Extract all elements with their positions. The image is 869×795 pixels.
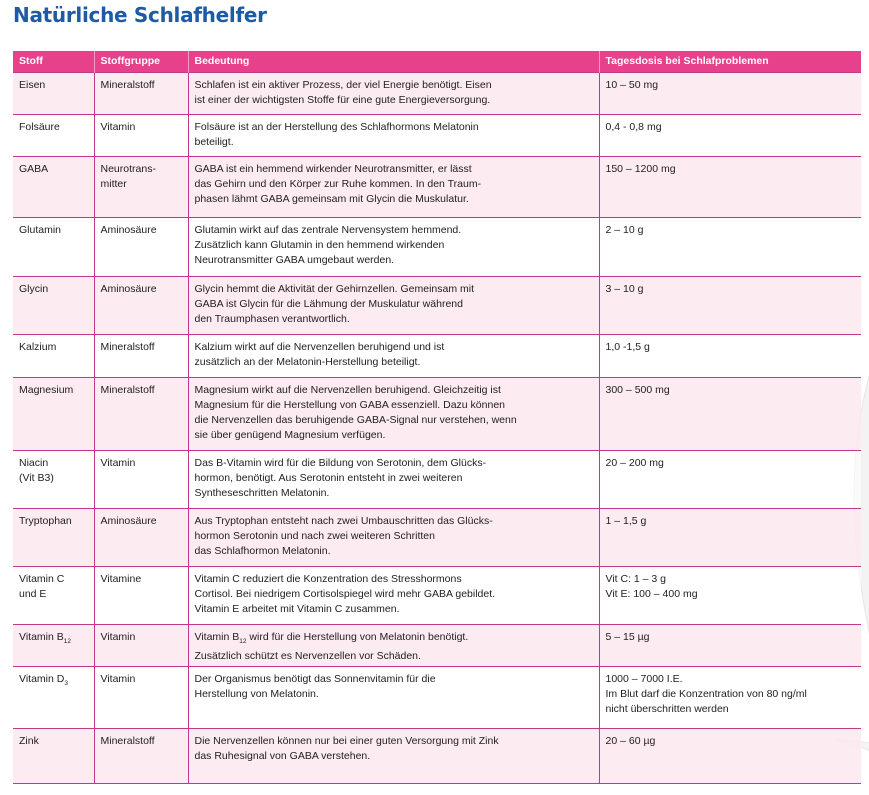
cell-gruppe: Aminosäure <box>94 218 188 277</box>
cell-bedeutung: Kalzium wirkt auf die Nervenzellen beruhigend und ist zusätzlich an der Melatonin-Herstellung beteiligt. <box>188 335 599 378</box>
cell-dosis: 3 – 10 g <box>599 277 861 335</box>
table-row <box>13 277 861 335</box>
cell-stoff: Vitamin C und E <box>13 567 94 625</box>
table-row <box>13 115 861 157</box>
sleep-aids-table <box>13 51 861 784</box>
cell-dosis: Vit C: 1 – 3 g Vit E: 100 – 400 mg <box>599 567 861 625</box>
cell-gruppe: Vitamin <box>94 667 188 729</box>
header-tagesdosis: Tagesdosis bei Schlafproblemen <box>599 51 861 73</box>
cell-stoff: Zink <box>13 729 94 784</box>
cell-gruppe: Vitamin <box>94 451 188 509</box>
cell-dosis: 1000 – 7000 I.E. Im Blut darf die Konzentration von 80 ng/ml nicht überschritten werden <box>599 667 861 729</box>
cell-gruppe: Mineralstoff <box>94 729 188 784</box>
cell-stoff <box>13 667 94 729</box>
cell-stoff: Glutamin <box>13 218 94 277</box>
cell-gruppe: Aminosäure <box>94 509 188 567</box>
cell-stoff: Kalzium <box>13 335 94 378</box>
cell-bedeutung: Glycin hemmt die Aktivität der Gehirnzellen. Gemeinsam mit GABA ist Glycin für die Lähmung der Muskulatur während den Traumphasen verantwortlich. <box>188 277 599 335</box>
cell-stoff <box>13 625 94 667</box>
bedeutung-prefix: Vitamin B <box>194 631 240 643</box>
table-row <box>13 335 861 378</box>
cell-dosis: 20 – 60 µg <box>599 729 861 784</box>
stoff-text: Vitamin B <box>19 631 64 643</box>
cell-dosis: 2 – 10 g <box>599 218 861 277</box>
table-row <box>13 509 861 567</box>
cell-dosis: 0,4 - 0,8 mg <box>599 115 861 157</box>
cell-bedeutung: Die Nervenzellen können nur bei einer guten Versorgung mit Zink das Ruhesignal von GABA verstehen. <box>188 729 599 784</box>
cell-stoff: Eisen <box>13 73 94 115</box>
cell-stoff: Glycin <box>13 277 94 335</box>
cell-bedeutung: Magnesium wirkt auf die Nervenzellen beruhigend. Gleichzeitig ist Magnesium für die Herstellung von GABA essenziell. Dazu können die Nervenzellen das beruhigende GABA-Signal nur verstehen, wenn sie über genügend Magnesium verfügen. <box>188 378 599 451</box>
cell-bedeutung: Der Organismus benötigt das Sonnenvitamin für die Herstellung von Melatonin. <box>188 667 599 729</box>
cell-stoff: Niacin (Vit B3) <box>13 451 94 509</box>
stoff-subscript: 12 <box>63 638 71 645</box>
cell-bedeutung: Glutamin wirkt auf das zentrale Nervensystem hemmend. Zusätzlich kann Glutamin in den hemmend wirkenden Neurotransmitter GABA umgebaut werden. <box>188 218 599 277</box>
table-row <box>13 378 861 451</box>
cell-dosis: 10 – 50 mg <box>599 73 861 115</box>
cell-gruppe: Mineralstoff <box>94 378 188 451</box>
table-row <box>13 625 861 667</box>
cell-stoff: Tryptophan <box>13 509 94 567</box>
cell-stoff: GABA <box>13 157 94 218</box>
cell-gruppe: Vitamine <box>94 567 188 625</box>
table-row <box>13 73 861 115</box>
cell-bedeutung: Das B-Vitamin wird für die Bildung von Serotonin, dem Glücks- hormon, benötigt. Aus Serotonin entsteht in zwei weiteren Syntheseschritten Melatonin. <box>188 451 599 509</box>
stoff-subscript: 3 <box>64 680 68 687</box>
cell-dosis: 300 – 500 mg <box>599 378 861 451</box>
table-row <box>13 667 861 729</box>
header-stoffgruppe: Stoffgruppe <box>94 51 188 73</box>
cell-bedeutung <box>188 625 599 667</box>
cell-dosis: 1 – 1,5 g <box>599 509 861 567</box>
cell-bedeutung: GABA ist ein hemmend wirkender Neurotransmitter, er lässt das Gehirn und den Körper zur Ruhe kommen. In den Traum- phasen lähmt GABA gemeinsam mit Glycin die Muskulatur. <box>188 157 599 218</box>
cell-dosis: 5 – 15 µg <box>599 625 861 667</box>
table-row <box>13 729 861 784</box>
table-row <box>13 567 861 625</box>
table-row <box>13 157 861 218</box>
cell-stoff: Folsäure <box>13 115 94 157</box>
cell-dosis: 20 – 200 mg <box>599 451 861 509</box>
bedeutung-subscript: 12 <box>239 638 247 645</box>
cell-gruppe: Mineralstoff <box>94 335 188 378</box>
cell-stoff: Magnesium <box>13 378 94 451</box>
cell-bedeutung: Vitamin C reduziert die Konzentration des Stresshormons Cortisol. Bei niedrigem Cortisolspiegel wird mehr GABA gebildet. Vitamin E arbeitet mit Vitamin C zusammen. <box>188 567 599 625</box>
bedeutung-text: wird für die Herstellung von Melatonin benötigt. Zusätzlich schützt es Nervenzellen vor Schäden. <box>194 631 469 662</box>
cell-gruppe: Vitamin <box>94 625 188 667</box>
cell-bedeutung: Folsäure ist an der Herstellung des Schlafhormons Melatonin beteiligt. <box>188 115 599 157</box>
header-stoff: Stoff <box>13 51 94 73</box>
header-bedeutung: Bedeutung <box>188 51 599 73</box>
table-row <box>13 451 861 509</box>
table-header-row <box>13 51 861 73</box>
cell-dosis: 150 – 1200 mg <box>599 157 861 218</box>
page-title: Natürliche Schlafhelfer <box>13 3 267 27</box>
cell-gruppe: Neurotrans- mitter <box>94 157 188 218</box>
cell-bedeutung: Schlafen ist ein aktiver Prozess, der viel Energie benötigt. Eisen ist einer der wichtigsten Stoffe für eine gute Energieversorgung. <box>188 73 599 115</box>
stoff-text: Vitamin D <box>19 673 65 685</box>
cell-gruppe: Aminosäure <box>94 277 188 335</box>
cell-gruppe: Mineralstoff <box>94 73 188 115</box>
table-row <box>13 218 861 277</box>
cell-dosis: 1,0 -1,5 g <box>599 335 861 378</box>
cell-bedeutung: Aus Tryptophan entsteht nach zwei Umbauschritten das Glücks- hormon Serotonin und nach zwei weiteren Schritten das Schlafhormon Melatonin. <box>188 509 599 567</box>
cell-gruppe: Vitamin <box>94 115 188 157</box>
